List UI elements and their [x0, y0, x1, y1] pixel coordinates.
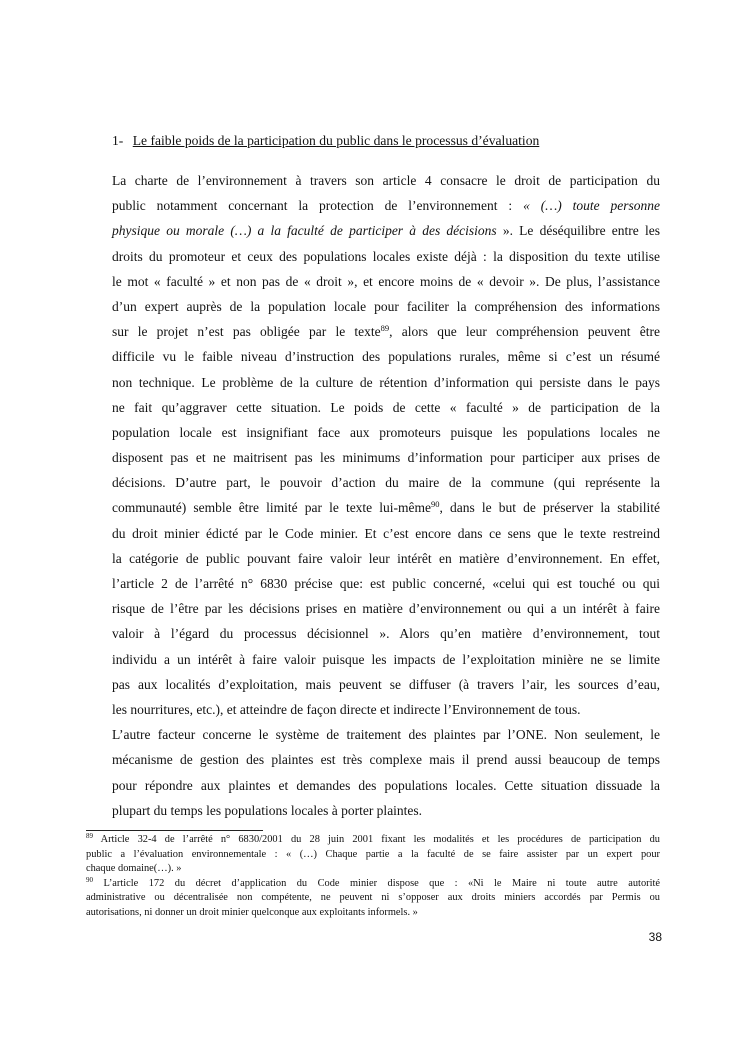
- body-line: public notamment concernant la protection de l’environnement : « (…) toute personne: [112, 198, 661, 214]
- footnote-line: chaque domaine(…). »: [86, 863, 182, 875]
- body-paragraph: [112, 168, 660, 823]
- body-line: La charte de l’environnement à travers son article 4 consacre le droit de participation du: [112, 173, 660, 188]
- footnotes: [86, 833, 660, 921]
- footnote-separator: [86, 830, 263, 831]
- body-line: le mot « faculté » et non pas de « droit », et encore moins de « devoir ». De plus, l’assistance: [112, 273, 660, 289]
- body-line: l’article 2 de l’arrêté n° 6830 précise que: est public concerné, «celui qui est touché ou qui: [112, 576, 660, 591]
- body-line: difficile vu le faible niveau d’instruction des populations rurales, même si c’est un résumé: [112, 349, 660, 365]
- footnote-line: autorisations, ni donner un droit minier quelconque aux exploitants informels. »: [86, 906, 418, 918]
- body-line: décisions. D’autre part, le pouvoir d’action du maire de la commune (qui représente la: [112, 475, 660, 491]
- body-line: valoir à l’égard du processus décisionnel ». Alors qu’en matière d’environnement, tout: [112, 626, 660, 642]
- body-line: pas aux localités d’exploitation, mais peuvent se diffuser (à travers l’air, les sources d’eau,: [112, 676, 660, 692]
- body-line: mécanisme de gestion des plaintes est très complexe mais il prend aussi beaucoup de temps: [112, 752, 660, 768]
- body-line: population locale est insignifiant face aux promoteurs puisque les populations locales ne: [112, 424, 660, 440]
- section-title: Le faible poids de la participation du public dans le processus d’évaluation: [132, 133, 540, 148]
- footnote-line: public a l’évaluation environnementale : « (…) Chaque partie a la faculté de se faire assister par un expert pour: [86, 848, 660, 860]
- body-line: d’un expert auprès de la population locale pour faciliter la compréhension des informations: [112, 298, 660, 314]
- body-line: non technique. Le problème de la culture de rétention d’information qui persiste dans le pays: [112, 374, 660, 390]
- page-number: 38: [648, 930, 662, 944]
- body-line: droits du promoteur et ceux des populations locales existe déjà : la disposition du texte utilise: [112, 248, 660, 264]
- body-line: ne fait qu’aggraver cette situation. Le poids de cette « faculté » de participation de la: [112, 399, 660, 415]
- quote-text: « (…) toute personne: [523, 198, 661, 214]
- section-heading: [112, 131, 539, 151]
- body-line: sur le projet n’est pas obligée par le texte$^{89}$, alors que leur compréhension peuvent être: [112, 323, 660, 340]
- footnote-90: $^{90}$ L’article 172 du décret d’application du Code minier dispose que : «Ni le Maire ni toute autre autorité: [86, 875, 660, 889]
- body-line: du droit minier édicté par le Code minier. Et c’est encore dans ce sens que le texte restreind: [112, 525, 660, 541]
- footnote-mark: 90: [86, 875, 93, 884]
- body-line: pour répondre aux plaintes et demandes des populations locales. Cette situation dissuade la: [112, 777, 660, 793]
- footnote-ref-89[interactable]: 89: [380, 323, 390, 334]
- footnote-mark: 89: [86, 832, 93, 840]
- body-line: physique ou morale (…) a la faculté de participer à des décisions ». Le déséquilibre entre les: [112, 223, 660, 239]
- body-line: communauté) semble être limité par le texte lui-même$^{90}$, dans le but de préserver la stabilité: [112, 499, 661, 516]
- body-line: disposent pas et ne maitrisent pas les minimums d’information pour participer aux prises de: [112, 450, 660, 466]
- footnote-89: $^{89}$ Article 32-4 de l’arrêté n° 6830/2001 du 28 juin 2001 fixant les modalités et les procédures de participation du: [86, 832, 660, 845]
- body-line: L’autre facteur concerne le système de traitement des plaintes par l’ONE. Non seulement, le: [112, 727, 660, 743]
- body-line: la catégorie de public pouvant faire valoir leur intérêt en matière d’environnement. En effet,: [112, 550, 660, 566]
- body-line: risque de l’être par les décisions prises en matière d’environnement ou qui a un intérêt à faire: [112, 601, 660, 617]
- footnote-ref-90[interactable]: 90: [431, 499, 440, 510]
- section-number: 1-: [112, 133, 124, 148]
- body-line: plupart du temps les populations locales à porter plaintes.: [112, 802, 423, 818]
- quote-text: physique ou morale (…) a la faculté de participer à des décisions: [112, 223, 497, 239]
- body-line: les nourritures, etc.), et atteindre de façon directe et indirecte l’Environnement de tous.: [112, 701, 581, 717]
- footnote-line: administrative ou décentralisée non compétente, ne peuvent ni s’opposer aux droits miniers accordés par Permis ou: [86, 892, 660, 904]
- body-line: individu a un intérêt à faire valoir puisque les impacts de l’exploitation minière ne se limite: [112, 651, 660, 667]
